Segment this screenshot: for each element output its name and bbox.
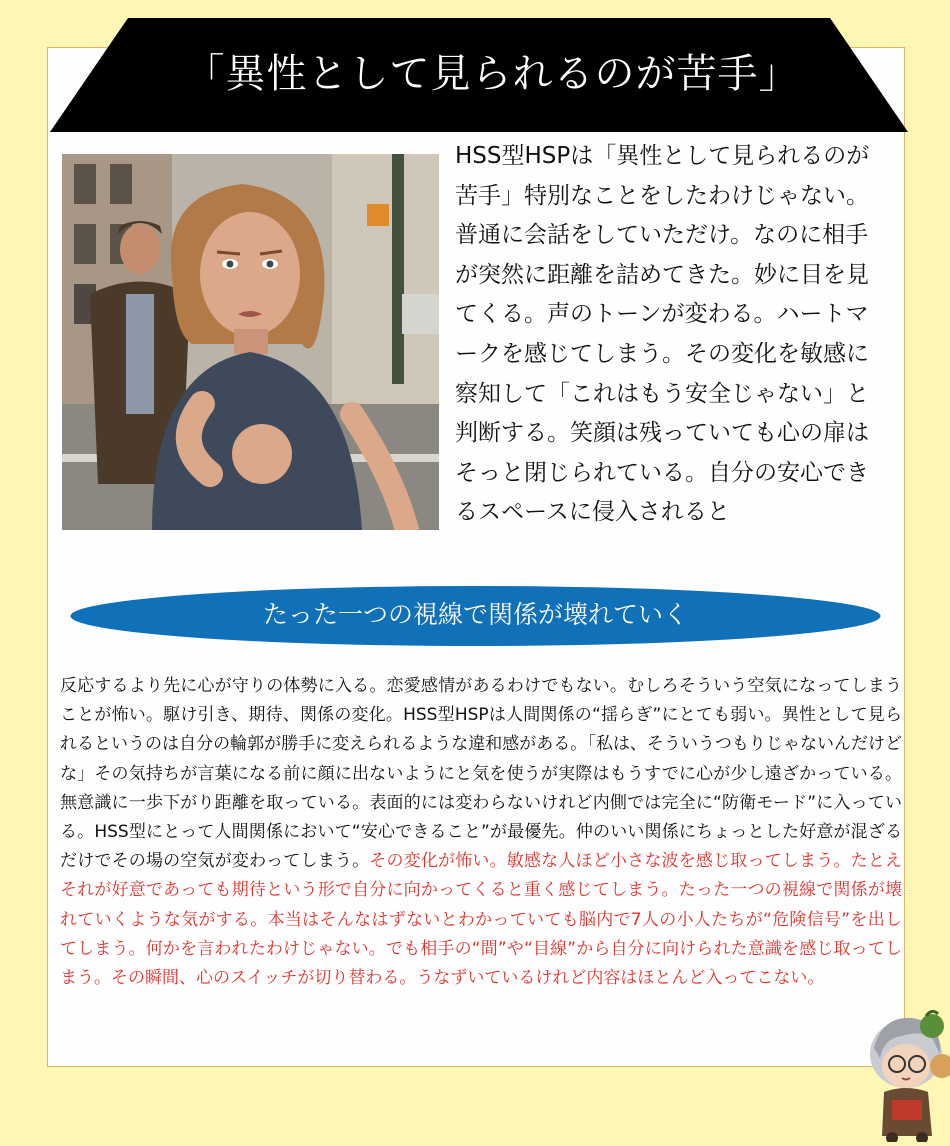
body-text-normal: 反応するより先に心が守りの体勢に入る。恋愛感情があるわけでもない。むしろそういう空気になってしまうことが怖い。駆け引き、期待、関係の変化。HSS型HSPは人間関係の“揺らぎ”にとても弱い。異性として見られるというのは自分の輪郭が勝手に変えられるような違和感がある。「私は、そういうつもりじゃないんだけどな」その気持ちが言葉になる前に顔に出ないようにと気を使うが実際はもうすでに心が少し遠ざかっている。無意識に一歩下がり距離を取っている。表面的には変わらないけれど内側では完全に“防衛モード”に入っている。HSS型にとって人間関係において“安心できること”が最優先。仲のいい関係にちょっとした好意が混ざるだけでその場の空気が変わってしまう。 bbox=[60, 676, 902, 872]
subheading-banner bbox=[70, 586, 881, 646]
woman-running-photo bbox=[62, 154, 439, 530]
title-banner bbox=[50, 18, 908, 132]
subheading-text: たった一つの視線で関係が壊れていく bbox=[262, 600, 688, 629]
body-paragraph bbox=[60, 672, 902, 993]
page-title: 「異性として見られるのが苦手」 bbox=[184, 51, 800, 97]
intro-paragraph: HSS型HSPは「異性として見られるのが苦手」特別なことをしたわけじゃない。普通に会話をしていただけ。なのに相手が突然に距離を詰めてきた。妙に目を見てくる。声のトーンが変わる。ハートマークを感じてしまう。その変化を敏感に察知して「これはもう安全じゃない」と判断する。笑顔は残っていても心の扉はそっと閉じられている。自分の安心できるスペースに侵入されると bbox=[455, 143, 870, 526]
body-text-highlight: その変化が怖い。敏感な人ほど小さな波を感じ取ってしまう。たとえそれが好意であっても期待という形で自分に向かってくると重く感じてしまう。たった一つの視線で関係が壊れていくような気がする。本当はそんなはずないとわかっていても脳内で7人の小人たちが“危険信号”を出してしまう。何かを言われたわけじゃない。でも相手の“間”や“目線”から自分に向けられた意識を感じ取ってしまう。その瞬間、心のスイッチが切り替わる。うなずいているけれど内容はほとんど入ってこない。 bbox=[60, 851, 902, 989]
photo-illustration bbox=[62, 154, 439, 530]
mascot-illustration bbox=[862, 1008, 950, 1142]
chibi-mascot-image bbox=[862, 1008, 950, 1142]
